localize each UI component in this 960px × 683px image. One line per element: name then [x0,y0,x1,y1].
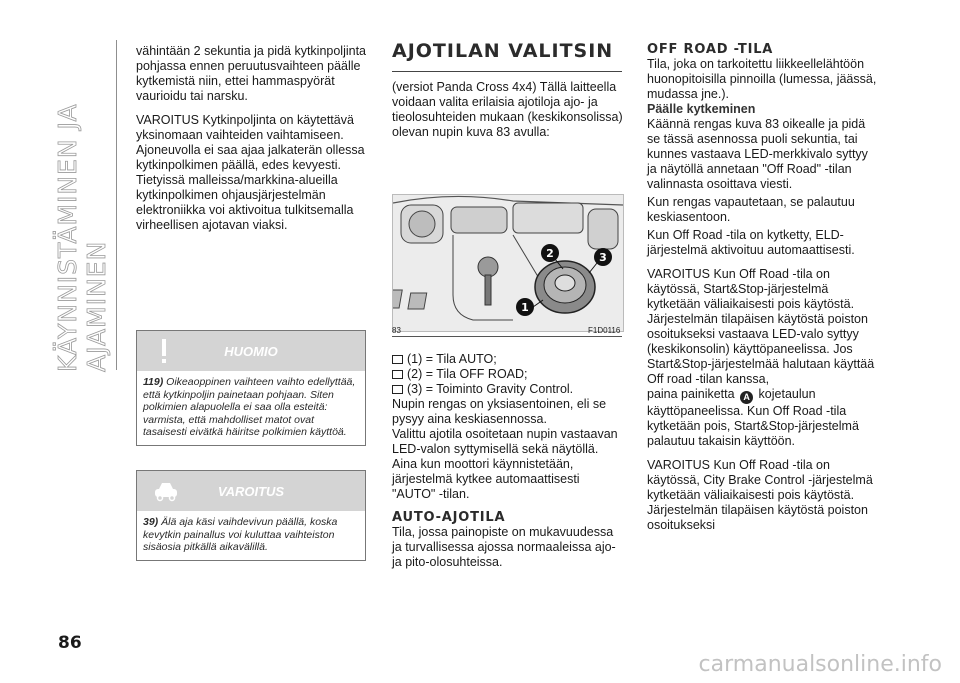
list-item: (3) = Toiminto Gravity Control. [392,382,624,397]
column-2-body [392,352,624,570]
heading-off-road: OFF ROAD -TILA [647,42,774,57]
heading-rule [392,71,622,72]
note-header [137,331,365,371]
col3-paragraph-5: VAROITUS Kun Off Road -tila on käytössä, Start&Stop-järjestelmä kytketään väliaikaisesti pois käytöstä. Järjestelmän tilapäisen käytöstä poiston osoitukseksi vastaava LED-valo syttyy (keskikonsolin) käyttöpaneelissa. Jos Start&Stop-järjestelmää halutaan käyttää Off road -tilan kanssa, [647,267,875,386]
bullet-box-icon [392,370,403,379]
col3-paragraph-2: Käännä rengas kuva 83 oikealle ja pidä se tässä asennossa puoli sekuntia, tai kunnes vastaava LED-merkkivalo syttyy ja näytöllä annetaan "Off Road" -tilan valinnasta osoittava viesti. [647,117,868,191]
note-title: VAROITUS [217,484,285,499]
column-2-intro [392,80,624,140]
side-divider [116,40,117,370]
figure-number: 83 [392,326,401,335]
col2-paragraph-4: Aina kun moottori käynnistetään, järjestelmä kytkee automaattisesti "AUTO" -tilan. [392,457,580,501]
col3-paragraph-6: paina painiketta A kojetaulun käyttöpaneelissa. Kun Off Road -tila kytketään pois, Start&Stop-järjestelmä palautuu takaisin käyttöön. [647,387,859,448]
col1-paragraph-2: VAROITUS Kytkinpoljinta on käytettävä yksinomaan vaihteiden vaihtamiseen. Ajoneuvolla ei saa ajaa jalkaterän ollessa kytkinpolkimen päällä, edes kevyesti. Tietyissä malleissa/markkina-alueilla kytkinpolkimen ohjausjärjestelmän elektroniikka voi aktivoitua tulkitsemalla virheellisen ajotavan viaksi. [136,113,365,232]
list-item: (1) = Tila AUTO; [392,352,624,367]
figure-drive-mode-selector [392,194,624,332]
bullet-box-icon [392,355,403,364]
note-header [137,471,365,511]
figure-code: F1D0116 [588,326,621,335]
col2-paragraph-2: Nupin rengas on yksiasentoinen, eli se pysyy aina keskiasennossa. [392,397,607,426]
subheading-activation: Päälle kytkeminen [647,102,756,116]
section-side-title: KÄYNNISTÄMINEN JA AJAMINEN [53,103,111,372]
note-number: 39) [143,516,159,528]
bullet-box-icon [392,385,403,394]
note-text: Älä aja käsi vaihdevivun päällä, koska kevytkin painallus voi kuluttaa vaihteiston sisäosia pitkällä aikavälillä. [143,516,338,553]
watermark: carmanualsonline.info [698,652,942,677]
col2-paragraph-1: (versiot Panda Cross 4x4) Tällä laitteella voidaan valita erilaisia ajotiloja ajo- ja tieolosuhteiden mukaan (keskikonsolissa) olevan nupin kuva 83 avulla: [392,80,623,139]
callout-3: 3 [599,251,607,264]
col3-paragraph-7: VAROITUS Kun Off Road -tila on käytössä, City Brake Control -järjestelmä kytketään väliaikaisesti pois käytöstä. Järjestelmän tilapäisen käytöstä poiston osoitukseksi [647,458,873,532]
start-stop-icon: A [740,391,753,404]
section-heading: AJOTILAN VALITSIN [392,40,614,62]
list-item: (2) = Tila OFF ROAD; [392,367,624,382]
note-title: HUOMIO [224,344,278,359]
callout-1: 1 [521,301,529,314]
note-text: Oikeaoppinen vaihteen vaihto edellyttää, että kytkinpoljin painetaan pohjaan. Siten polkimien alapuolella ei saa olla esteitä: varmista, että mahdolliset matot ovat tasaisesti eivätkä häiritse polkimien käyttöä. [143,376,356,438]
note-box-warning [136,470,366,561]
column-3 [647,42,879,533]
col2-paragraph-3: Valittu ajotila osoitetaan nupin vastaavan LED-valon syttymisellä sekä näytöllä. [392,427,618,456]
col3-paragraph-4: Kun Off Road -tila on kytketty, ELD-järjestelmä aktivoituu automaattisesti. [647,228,855,257]
note-box-caution [136,330,366,446]
callout-2: 2 [546,247,554,260]
dashboard-illustration [393,195,623,331]
figure-rule [392,336,622,337]
column-1 [136,44,366,233]
note-body [137,511,365,560]
note-number: 119) [143,376,164,388]
subheading-auto: AUTO-AJOTILA [392,510,506,525]
page-number: 86 [58,633,82,653]
col2-paragraph-5: Tila, jossa painopiste on mukavuudessa ja turvallisessa ajossa normaaleissa ajo- ja pito-olosuhteissa. [392,525,616,569]
col3-paragraph-3: Kun rengas vapautetaan, se palautuu keskiasentoon. [647,195,855,224]
col3-paragraph-1: Tila, joka on tarkoitettu liikkeellelähtöön huonopitoisilla pinnoilla (lumessa, jäässä, mudassa jne.). [647,57,877,101]
note-body [137,371,365,445]
col1-paragraph-1: vähintään 2 sekuntia ja pidä kytkinpoljinta pohjassa ennen peruutusvaihteen päälle kytkemistä niin, ettei hammaspyörät vaurioidu tai narsku. [136,44,367,103]
